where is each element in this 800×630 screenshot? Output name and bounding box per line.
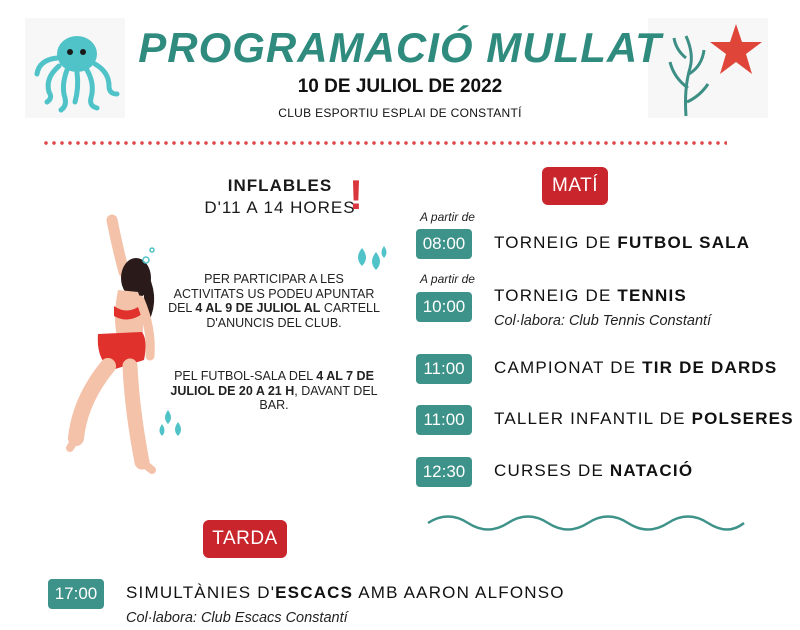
time-badge: 11:00: [416, 354, 472, 384]
event-title: TALLER INFANTIL DE POLSERES: [494, 409, 794, 428]
event-date: 10 DE JULIOL DE 2022: [297, 76, 503, 97]
event-title: TORNEIG DE FUTBOL SALA: [494, 233, 751, 252]
from-label: A partir de: [420, 210, 475, 224]
time-badge: 10:00: [416, 292, 472, 322]
exclamation-icon: !: [349, 171, 363, 218]
wave-line: [426, 508, 746, 538]
inflables-hours: D'11 A 14 HORES: [204, 198, 356, 217]
event-title: CAMPIONAT DE TIR DE DARDS: [494, 358, 778, 377]
swimmer-illustration: [40, 200, 200, 490]
inflables-title: INFLABLES: [227, 176, 333, 195]
event-title: TORNEIG DE TENNIS: [494, 286, 687, 305]
collab-note: Col·labora: Club Escacs Constantí: [126, 610, 348, 626]
time-badge: 11:00: [416, 405, 472, 435]
collab-note: Col·labora: Club Tennis Constantí: [494, 313, 712, 329]
from-label: A partir de: [420, 272, 475, 286]
water-drops-icon: [160, 410, 182, 436]
info-registration: PER PARTICIPAR A LES ACTIVITATS US PODEU APUNTAR DEL 4 AL 9 DE JULIOL AL CARTELL D'ANUNCIS DEL CLUB.: [168, 272, 380, 330]
time-badge: 12:30: [416, 457, 472, 487]
event-title: SIMULTÀNIES D'ESCACS AMB AARON ALFONSO: [126, 583, 565, 602]
club-name: CLUB ESPORTIU ESPLAI DE CONSTANTÍ: [278, 106, 522, 120]
time-badge: 08:00: [416, 229, 472, 259]
mati-badge: MATÍ: [542, 167, 608, 205]
dotted-divider: [42, 141, 727, 145]
tarda-badge: TARDA: [203, 520, 287, 558]
event-title: CURSES DE NATACIÓ: [494, 461, 694, 480]
page-title: PROGRAMACIÓ MULLAT: [138, 24, 662, 71]
inflables-block: [160, 171, 400, 218]
time-badge: 17:00: [48, 579, 104, 609]
info-futbol-sala: PEL FUTBOL-SALA DEL 4 AL 7 DE JULIOL DE 20 A 21 H, DAVANT DEL BAR.: [170, 369, 378, 412]
